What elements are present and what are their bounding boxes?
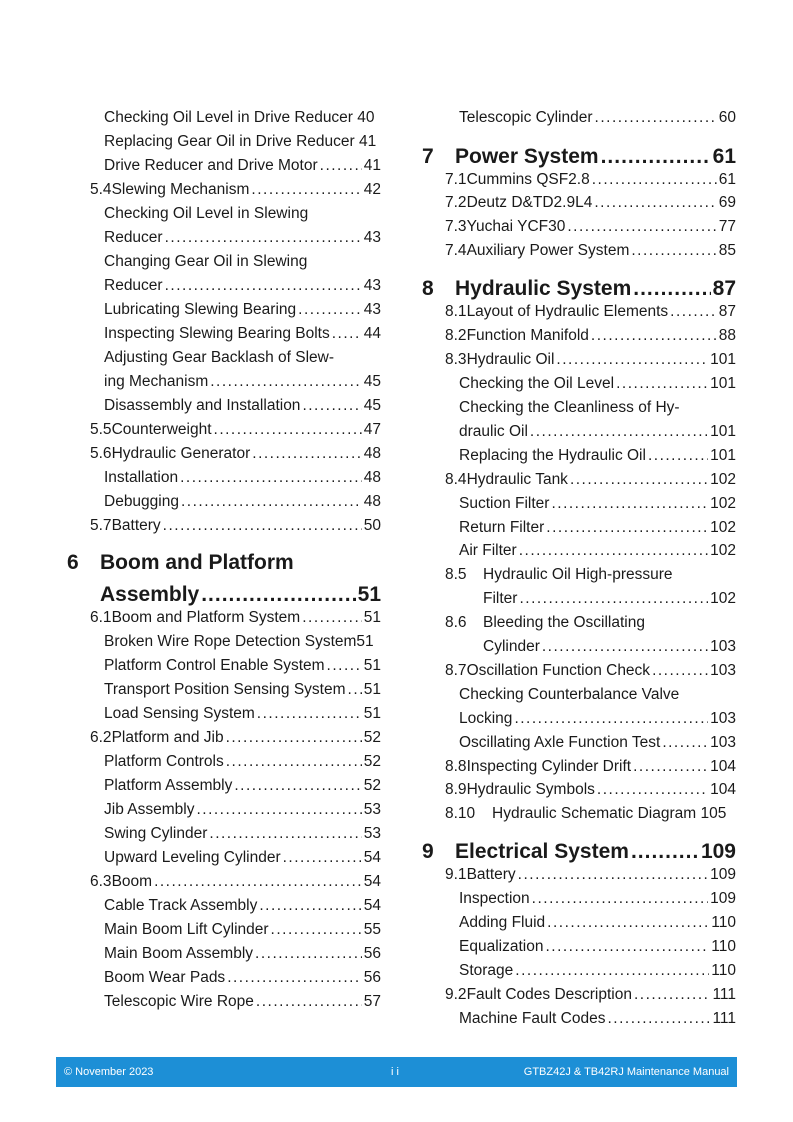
toc-entry-title: Platform and Jib (111, 729, 224, 746)
toc-entry-page: 60 (718, 109, 736, 126)
toc-entry-page: 52 (363, 729, 381, 746)
toc-entry-title-line[interactable]: Checking Counterbalance Valve (459, 686, 680, 703)
toc-chapter-entry[interactable] (100, 581, 381, 609)
toc-entry-title: Equalization (459, 938, 544, 955)
toc-entry-title: Auxiliary Power System (466, 242, 630, 259)
toc-section-number: 8.2 (445, 327, 467, 344)
toc-entry-title: Counterweight (111, 421, 212, 438)
toc-entry[interactable] (459, 421, 736, 443)
toc-entry[interactable] (104, 751, 381, 773)
toc-chapter-number: 8 (422, 277, 434, 300)
toc-entry[interactable] (483, 636, 736, 658)
toc-entry-title: Checking Oil Level in Drive Reducer (104, 109, 353, 126)
toc-entry-title: Hydraulic Generator (111, 445, 251, 462)
toc-entry-title: Battery (111, 517, 161, 534)
toc-entry-title: Filter (483, 590, 518, 607)
toc-section-number: 5.6 (90, 445, 112, 462)
toc-entry[interactable] (104, 823, 381, 845)
toc-section-entry[interactable] (90, 515, 381, 537)
toc-entry-title: Adding Fluid (459, 914, 546, 931)
toc-entry-page: 57 (363, 993, 381, 1010)
toc-entry-page: 102 (710, 542, 736, 559)
toc-entry-title: Suction Filter (459, 495, 550, 512)
toc-entry-title: Jib Assembly (104, 801, 195, 818)
toc-entry-page: 85 (718, 242, 736, 259)
toc-chapter-page: 87 (712, 277, 736, 300)
toc-entry-title: Slewing Mechanism (111, 181, 250, 198)
toc-entry-title-line[interactable]: Checking Oil Level in Slewing (104, 205, 309, 222)
toc-entry-page: 104 (710, 781, 736, 798)
toc-section-number: 8.4 (445, 471, 467, 488)
toc-entry-page: 102 (710, 590, 736, 607)
toc-chapter-number: 9 (422, 840, 434, 863)
toc-entry-title: Inspection (459, 890, 530, 907)
toc-chapter-number: 6 (67, 551, 79, 574)
toc-entry[interactable] (104, 631, 381, 653)
toc-chapter-title: Assembly (100, 583, 200, 606)
toc-entry-page: 104 (710, 758, 736, 775)
toc-entry-title: Lubricating Slewing Bearing (104, 301, 297, 318)
toc-entry-page: 54 (363, 897, 381, 914)
toc-entry-title: Upward Leveling Cylinder (104, 849, 281, 866)
toc-section-entry[interactable] (90, 871, 381, 893)
toc-entry-page: 102 (710, 519, 736, 536)
toc-entry-title: Cylinder (483, 638, 540, 655)
toc-section-number: 8.8 (445, 758, 467, 775)
toc-entry-title-line[interactable]: Changing Gear Oil in Slewing (104, 253, 308, 270)
toc-section-entry[interactable] (445, 984, 736, 1006)
toc-entry[interactable] (104, 491, 381, 513)
toc-entry[interactable] (104, 679, 381, 701)
toc-entry[interactable] (459, 493, 736, 515)
toc-entry-page: 54 (363, 849, 381, 866)
toc-entry[interactable] (104, 299, 381, 321)
toc-section-number: 8.10 (445, 805, 476, 822)
toc-entry[interactable] (104, 131, 381, 153)
toc-section-entry[interactable] (445, 612, 736, 634)
toc-entry-page: 51 (363, 657, 381, 674)
toc-entry-page: 45 (363, 373, 381, 390)
toc-entry[interactable] (483, 588, 736, 610)
toc-entry-page: 43 (363, 277, 381, 294)
toc-entry-page: 51 (363, 681, 381, 698)
toc-entry[interactable] (459, 708, 736, 730)
toc-entry-title: Locking (459, 710, 513, 727)
toc-entry[interactable] (104, 991, 381, 1013)
toc-section-entry[interactable] (90, 443, 381, 465)
toc-entry-title: Platform Control Enable System (104, 657, 325, 674)
toc-section-entry[interactable] (445, 325, 736, 347)
toc-entry-page: 77 (718, 218, 736, 235)
toc-entry-page: 42 (363, 181, 381, 198)
toc-entry-page: 48 (363, 493, 381, 510)
toc-chapter-title: Power System (455, 145, 599, 168)
toc-entry-page: 102 (710, 471, 736, 488)
toc-section-number: 5.5 (90, 421, 112, 438)
toc-entry-page: 52 (363, 777, 381, 794)
toc-chapter-entry[interactable] (455, 838, 736, 866)
toc-section-entry[interactable] (445, 216, 736, 238)
toc-section-number: 9.1 (445, 866, 467, 883)
toc-entry-page: 110 (711, 962, 736, 979)
toc-chapter-page: 51 (357, 583, 381, 606)
toc-chapter-page: 61 (712, 145, 736, 168)
toc-chapter-entry[interactable] (455, 143, 736, 171)
toc-entry-title: Cable Track Assembly (104, 897, 258, 914)
toc-entry-page: 47 (363, 421, 381, 438)
toc-section-entry[interactable] (445, 240, 736, 262)
toc-entry-title: Machine Fault Codes (459, 1010, 606, 1027)
toc-section-number: 5.7 (90, 517, 112, 534)
toc-entry-title: Installation (104, 469, 179, 486)
toc-entry-title: Cummins QSF2.8 (466, 171, 590, 188)
toc-entry-title: Hydraulic Tank (466, 471, 568, 488)
toc-entry-title-line[interactable]: Checking the Cleanliness of Hy- (459, 399, 680, 416)
toc-entry-title: Telescopic Wire Rope (104, 993, 254, 1010)
toc-section-entry[interactable] (445, 803, 736, 825)
toc-entry-page: 40 (357, 109, 375, 126)
toc-entry-title: Deutz D&TD2.9L4 (466, 194, 593, 211)
toc-entry-page: 103 (710, 662, 736, 679)
toc-entry-title: Main Boom Lift Cylinder (104, 921, 269, 938)
toc-entry-title: Boom and Platform System (111, 609, 301, 626)
toc-entry-page: 102 (710, 495, 736, 512)
toc-section-entry[interactable] (445, 349, 736, 371)
toc-entry[interactable] (104, 155, 381, 177)
toc-section-number: 8.7 (445, 662, 467, 679)
toc-entry-page: 110 (711, 914, 736, 931)
toc-section-number: 7.1 (445, 171, 467, 188)
footer-page-number: i i (391, 1066, 399, 1078)
toc-entry-title: Load Sensing System (104, 705, 255, 722)
page-footer (56, 1057, 737, 1087)
toc-entry-title: Broken Wire Rope Detection System (104, 633, 357, 650)
toc-entry-title: Replacing Gear Oil in Drive Reducer (104, 133, 355, 150)
toc-chapter-entry[interactable] (455, 275, 736, 303)
toc-entry[interactable] (459, 912, 736, 934)
toc-entry-title: Reducer (104, 277, 163, 294)
toc-entry-title: Oscillating Axle Function Test (459, 734, 661, 751)
toc-entry-page: 109 (710, 890, 736, 907)
toc-section-number: 7.2 (445, 194, 467, 211)
toc-entry[interactable] (459, 107, 736, 129)
toc-chapter-title: Electrical System (455, 840, 629, 863)
toc-entry-page: 101 (710, 351, 736, 368)
toc-entry-page: 53 (363, 801, 381, 818)
toc-section-entry[interactable] (445, 864, 736, 886)
toc-entry-page: 88 (718, 327, 736, 344)
toc-entry-page: 87 (718, 303, 736, 320)
toc-entry-page: 41 (359, 133, 377, 150)
footer-manual-title: GTBZ42J & TB42RJ Maintenance Manual (523, 1066, 729, 1078)
toc-entry-page: 101 (710, 423, 736, 440)
toc-entry[interactable] (459, 960, 736, 982)
toc-chapter-title: Hydraulic System (455, 277, 632, 300)
toc-entry[interactable] (104, 395, 381, 417)
toc-entry-page: 61 (718, 171, 736, 188)
toc-entry[interactable] (104, 775, 381, 797)
toc-entry-title: Air Filter (459, 542, 517, 559)
toc-section-entry[interactable] (90, 607, 381, 629)
toc-entry-title: Boom (111, 873, 153, 890)
footer-copyright: © November 2023 (64, 1066, 154, 1078)
toc-section-entry[interactable] (445, 301, 736, 323)
toc-entry-page: 111 (712, 1010, 736, 1027)
toc-entry-page: 43 (363, 229, 381, 246)
toc-entry-page: 54 (363, 873, 381, 890)
toc-section-number: 6.1 (90, 609, 112, 626)
toc-section-entry[interactable] (90, 179, 381, 201)
toc-entry-title: Layout of Hydraulic Elements (466, 303, 669, 320)
toc-entry-title: Telescopic Cylinder (459, 109, 593, 126)
toc-entry-page: 50 (363, 517, 381, 534)
toc-section-number: 8.3 (445, 351, 467, 368)
toc-entry-page: 51 (363, 609, 381, 626)
toc-entry[interactable] (459, 540, 736, 562)
toc-entry-title: Boom Wear Pads (104, 969, 226, 986)
toc-section-number: 8.1 (445, 303, 467, 320)
toc-entry-title: Main Boom Assembly (104, 945, 254, 962)
toc-entry-title: Checking the Oil Level (459, 375, 615, 392)
toc-entry[interactable] (459, 445, 736, 467)
toc-entry[interactable] (459, 1008, 736, 1030)
toc-entry[interactable] (104, 107, 381, 129)
toc-entry[interactable] (459, 732, 736, 754)
toc-entry[interactable] (104, 227, 381, 249)
toc-section-entry[interactable] (445, 564, 736, 586)
toc-section-number: 6.2 (90, 729, 112, 746)
toc-entry[interactable] (104, 967, 381, 989)
toc-entry-page: 41 (363, 157, 381, 174)
toc-chapter-title-line[interactable]: Boom and Platform (100, 551, 294, 574)
toc-entry[interactable] (459, 517, 736, 539)
toc-entry-title: Bleeding the Oscillating (483, 614, 645, 631)
toc-entry[interactable] (104, 703, 381, 725)
toc-section-number: 9.2 (445, 986, 467, 1003)
toc-entry-title: Drive Reducer and Drive Motor (104, 157, 318, 174)
toc-entry-page: 101 (710, 375, 736, 392)
toc-section-entry[interactable] (445, 192, 736, 214)
toc-entry-title: Yuchai YCF30 (466, 218, 566, 235)
toc-entry-title: Return Filter (459, 519, 545, 536)
toc-entry-title: Hydraulic Oil (466, 351, 555, 368)
toc-entry-title: ing Mechanism (104, 373, 209, 390)
toc-entry[interactable] (104, 895, 381, 917)
toc-entry-page: 105 (700, 805, 727, 822)
toc-section-entry[interactable] (90, 727, 381, 749)
toc-entry-page: 52 (363, 753, 381, 770)
toc-entry-page: 48 (363, 469, 381, 486)
toc-entry-page: 43 (363, 301, 381, 318)
toc-entry-title: Hydraulic Schematic Diagram (492, 805, 697, 822)
toc-entry-page: 55 (363, 921, 381, 938)
toc-section-entry[interactable] (445, 169, 736, 191)
toc-entry[interactable] (104, 323, 381, 345)
toc-entry-title: Function Manifold (466, 327, 589, 344)
toc-section-number: 8.6 (445, 614, 467, 631)
toc-section-number: 5.4 (90, 181, 112, 198)
toc-entry-page: 103 (710, 734, 736, 751)
toc-chapter-number: 7 (422, 145, 434, 168)
toc-entry[interactable] (459, 888, 736, 910)
toc-entry-title: Hydraulic Symbols (466, 781, 595, 798)
toc-entry-page: 56 (363, 945, 381, 962)
toc-entry-title: Transport Position Sensing System (104, 681, 346, 698)
toc-entry-page: 53 (363, 825, 381, 842)
toc-entry-title: Inspecting Cylinder Drift (466, 758, 632, 775)
toc-entry[interactable] (104, 847, 381, 869)
toc-entry[interactable] (104, 655, 381, 677)
toc-entry-page: 101 (710, 447, 736, 464)
toc-entry[interactable] (104, 275, 381, 297)
toc-entry-page: 51 (363, 705, 381, 722)
toc-entry-page: 103 (710, 710, 736, 727)
toc-entry-title: draulic Oil (459, 423, 528, 440)
toc-entry[interactable] (459, 936, 736, 958)
toc-entry-page: 109 (710, 866, 736, 883)
toc-entry-page: 111 (712, 986, 736, 1003)
toc-entry-title: Inspecting Slewing Bearing Bolts (104, 325, 330, 342)
toc-entry-title: Hydraulic Oil High-pressure (483, 566, 673, 583)
toc-section-entry[interactable] (445, 469, 736, 491)
toc-entry-page: 51 (356, 633, 374, 650)
toc-entry-page: 69 (718, 194, 736, 211)
toc-entry-title: Swing Cylinder (104, 825, 208, 842)
toc-entry-title: Disassembly and Installation (104, 397, 301, 414)
toc-entry-title: Reducer (104, 229, 163, 246)
toc-entry-title: Debugging (104, 493, 179, 510)
toc-entry[interactable] (104, 799, 381, 821)
toc-section-entry[interactable] (445, 779, 736, 801)
toc-entry-title: Platform Assembly (104, 777, 233, 794)
toc-entry[interactable] (104, 919, 381, 941)
toc-entry-title: Platform Controls (104, 753, 224, 770)
toc-entry[interactable] (104, 467, 381, 489)
toc-entry-title: Fault Codes Description (466, 986, 632, 1003)
toc-section-number: 8.9 (445, 781, 467, 798)
toc-section-entry[interactable] (445, 756, 736, 778)
toc-section-entry[interactable] (90, 419, 381, 441)
toc-entry[interactable] (104, 943, 381, 965)
toc-section-number: 8.5 (445, 566, 467, 583)
toc-entry[interactable] (459, 373, 736, 395)
toc-entry[interactable] (104, 371, 381, 393)
toc-section-number: 7.3 (445, 218, 467, 235)
toc-entry-page: 110 (711, 938, 736, 955)
toc-entry-title: Oscillation Function Check (466, 662, 651, 679)
toc-entry-page: 103 (710, 638, 736, 655)
toc-entry-title: Replacing the Hydraulic Oil (459, 447, 646, 464)
toc-entry-page: 45 (363, 397, 381, 414)
toc-entry-page: 44 (363, 325, 381, 342)
toc-entry-page: 48 (363, 445, 381, 462)
toc-entry-title: Storage (459, 962, 514, 979)
toc-section-entry[interactable] (445, 660, 736, 682)
toc-entry-title-line[interactable]: Adjusting Gear Backlash of Slew- (104, 349, 335, 366)
toc-chapter-page: 109 (700, 840, 736, 863)
toc-section-number: 7.4 (445, 242, 467, 259)
toc-section-number: 6.3 (90, 873, 112, 890)
toc-entry-page: 56 (363, 969, 381, 986)
toc-entry-title: Battery (466, 866, 516, 883)
